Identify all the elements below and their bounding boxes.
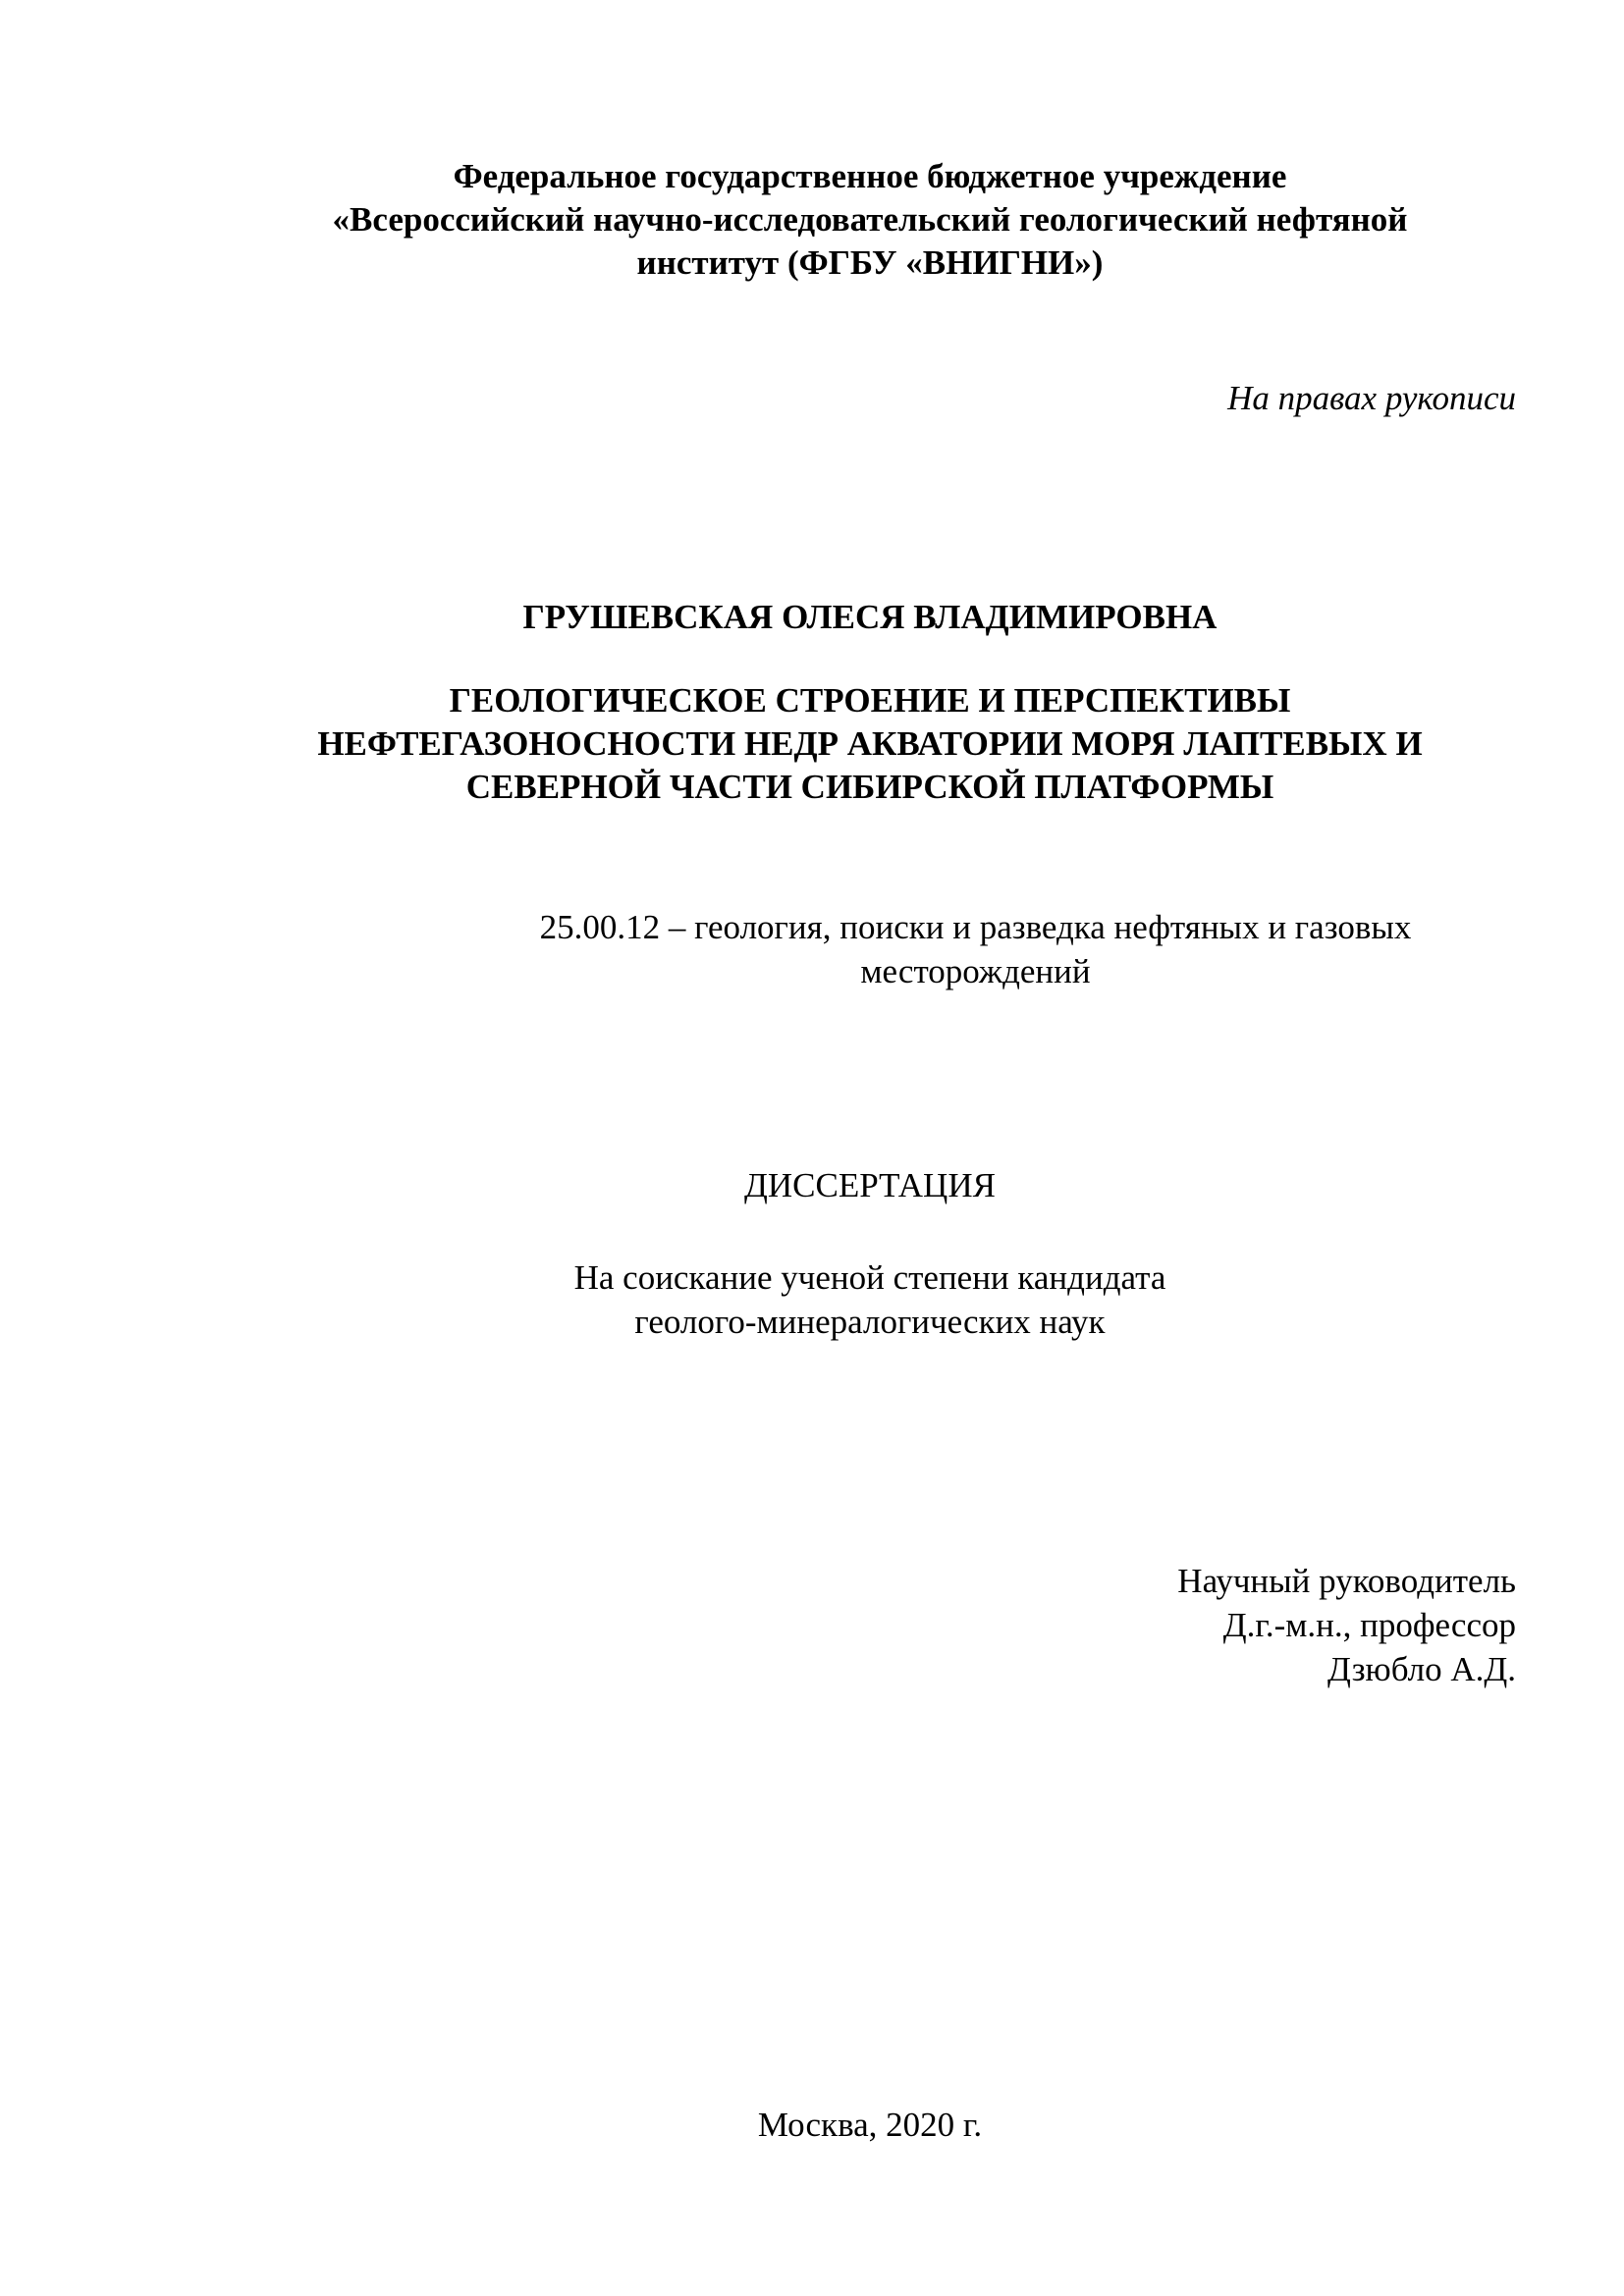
manuscript-note: На правах рукописи [1227,379,1516,417]
supervisor-line: Д.г.-м.н., профессор [1222,1606,1516,1644]
degree-line: геолого-минералогических наук [634,1303,1106,1341]
institution-line: Федеральное государственное бюджетное учреждение [453,157,1287,195]
dissertation-title [0,679,1624,809]
specialty-line: 25.00.12 – геология, поиски и разведка нефтяных и газовых [539,908,1412,946]
degree-statement [0,1255,1624,1344]
title-line: СЕВЕРНОЙ ЧАСТИ СИБИРСКОЙ ПЛАТФОРМЫ [465,768,1274,806]
supervisor-line: Научный руководитель [1177,1562,1516,1600]
specialty-line: месторождений [860,952,1091,990]
supervisor-block [1177,1559,1516,1691]
supervisor-line: Дзюбло А.Д. [1326,1650,1516,1688]
institution-line: «Всероссийский научно-исследовательский геологический нефтяной [332,200,1408,239]
institution-line: институт (ФГБУ «ВНИГНИ») [636,243,1104,282]
title-line: ГЕОЛОГИЧЕСКОЕ СТРОЕНИЕ И ПЕРСПЕКТИВЫ [449,681,1291,720]
title-line: НЕФТЕГАЗОНОСНОСТИ НЕДР АКВАТОРИИ МОРЯ ЛАПТЕВЫХ И [317,724,1423,763]
specialty-code [0,905,1624,993]
city-year: Москва, 2020 г. [757,2106,983,2144]
document-type: ДИССЕРТАЦИЯ [744,1166,996,1204]
degree-line: На соискание ученой степени кандидата [573,1258,1166,1297]
author-name: ГРУШЕВСКАЯ ОЛЕСЯ ВЛАДИМИРОВНА [522,598,1218,636]
institution-header [0,155,1624,285]
